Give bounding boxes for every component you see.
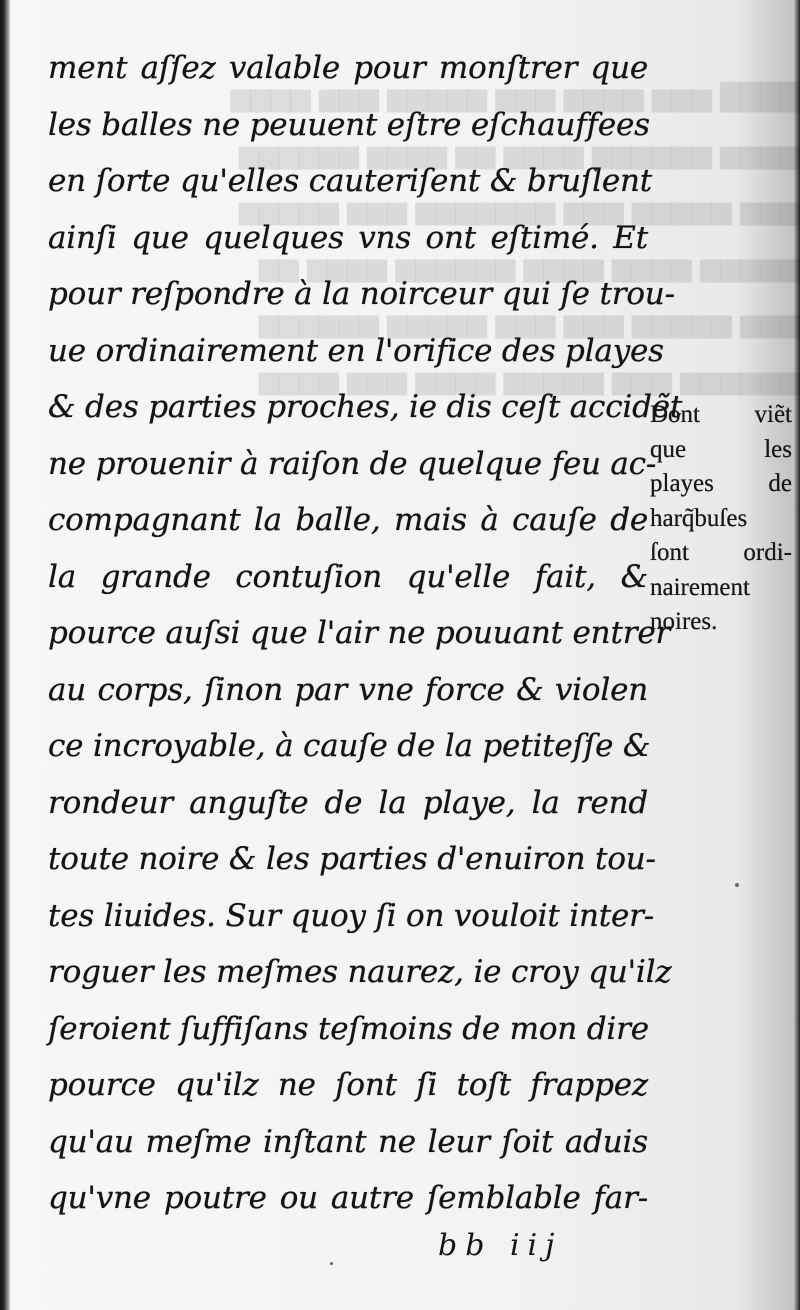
text-line: la grande contuſion qu'elle fait, &: [48, 558, 648, 595]
text-line: toute noire & les parties d'enuiron tou-: [48, 841, 656, 877]
text-line: & des parties proches, ie dis ceſt accidẽt: [48, 389, 683, 425]
text-line: ment aſſez valable pour monſtrer que: [48, 50, 648, 86]
paper-speck: [735, 883, 739, 887]
main-text-block: [48, 40, 683, 1227]
margin-note-line: playes de: [650, 470, 792, 497]
text-line: rondeur anguſte de la playe, la rend: [48, 784, 648, 821]
margin-note-line: Dont viẽt: [650, 401, 792, 428]
text-line: ainſi que quelques vns ont eſtimé. Et: [48, 219, 648, 256]
paper-speck: [330, 1262, 333, 1265]
text-line: pource auſsi que l'air ne pouuant entrer: [48, 615, 671, 651]
margin-note-line: ſont ordi-: [650, 539, 792, 566]
text-line: compagnant la balle, mais à cauſe de: [48, 502, 648, 538]
margin-note-line: harq̃buſes: [650, 504, 748, 532]
text-line: roguer les meſmes naurez, ie croy qu'ilz: [48, 954, 672, 990]
text-line: qu'vne poutre ou autre ſemblable far-: [48, 1180, 648, 1216]
text-line: qu'au meſme inſtant ne leur ſoit aduis: [48, 1123, 648, 1160]
text-line: les balles ne peuuent eſtre eſchauffees: [48, 106, 650, 143]
text-line: ue ordinairement en l'orifice des playes: [48, 332, 664, 369]
text-line: tes liuides. Sur quoy ſi on vouloit inter-: [48, 897, 655, 934]
text-line: ne prouenir à raiſon de quelque feu ac-: [48, 445, 657, 482]
text-line: ſeroient ſuffiſans teſmoins de mon dire: [48, 1010, 649, 1047]
text-line: au corps, ſinon par vne force & violen: [48, 671, 648, 708]
margin-note-line: nairement: [650, 573, 750, 601]
margin-note-line: que les: [650, 435, 792, 463]
text-line: en ſorte qu'elles cauteriſent & bruſlent: [48, 163, 653, 199]
text-line: pour reſpondre à la noirceur qui ſe trou-: [48, 276, 675, 312]
show-through-ghost: ████ ▆▆▆ ▆▆▆▆ ▆▆▆ ▆▆▆▆▆ ▆▆▆ ▆▆▆▆ ▆▆▆▆ ▆▆▆▆▆▆ ▆▆▆▆ ▆▆ ▆▆▆▆ ▆▆▆▆▆▆ ▆▆▆ ▆▆▆▆▆ ▆▆▆ ▆▆▆▆▆▆▆ ▆▆▆ ▆▆▆▆▆ ▆▆▆▆▆ ▆▆▆▆ ▆▆▆▆ ▆▆▆▆▆▆ ▆▆▆▆ ▆▆ ▆▆▆ ▆▆▆▆▆ ▆▆▆ ▆▆▆ ▆▆▆▆▆ ▆▆▆▆▆▆ ▆▆▆▆▆▆ ▆▆▆ ▆▆▆▆▆ ▆▆▆▆ ▆▆▆ ▆▆▆▆: [230, 83, 800, 396]
scan-left-edge: [0, 0, 10, 1310]
margin-note: [650, 398, 792, 640]
margin-note-line: noires.: [650, 608, 718, 635]
text-line: ce incroyable, à cauſe de la petiteſſe &: [48, 728, 651, 764]
text-line: pource qu'ilz ne ſont ſi toſt frappez: [48, 1067, 648, 1103]
signature-mark: bb iij: [438, 1228, 563, 1263]
